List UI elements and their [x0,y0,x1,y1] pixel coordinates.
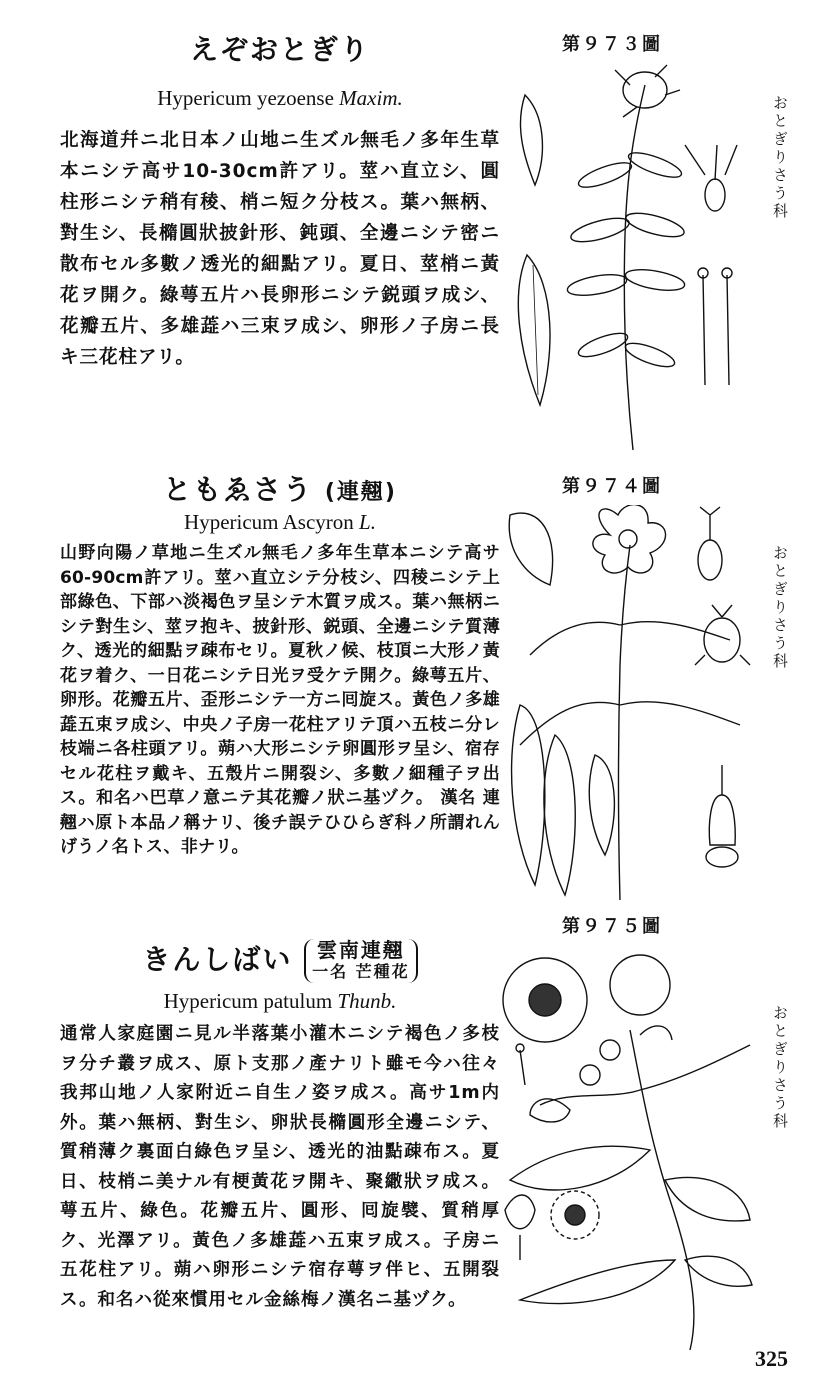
plant-illustration-974 [500,505,770,905]
figure-number: 第９７３圖 [562,34,662,55]
plant-illustration-975 [490,940,760,1360]
scientific-name: Hypericum yezoense Maxim. [157,86,403,110]
family-label: おとぎりさう科 [771,95,789,221]
family-label: おとぎりさう科 [771,1005,789,1131]
alternate-name-box: 雲南連翹 一名 芒種花 [304,939,418,983]
entry-title: ともゑさう (連翹) [163,473,397,506]
entry-description: 山野向陽ノ草地ニ生ズル無毛ノ多年生草本ニシテ高サ60-90cm許アリ。莖ハ直立シテ分枝シ、四稜ニシテ上部綠色、下部ハ淡褐色ヲ呈シテ木質ヲ成ス。葉ハ無柄ニシテ對生シ、莖ヲ抱キ、披針形、鋭頭、全邊ニシテ質薄ク、透光的細點ヲ疎布セリ。夏秋ノ候、枝頂ニ大形ノ黃花ヲ着ク、一日花ニシテ日光ヲ受ケテ開ク。綠萼五片、卵形。花瓣五片、歪形ニシテ一方ニ囘旋ス。黃色ノ多雄蕋五束ヲ成シ、中央ノ子房一花柱アリテ頂ハ五枝ニ分レ枝端ニ各柱頭アリ。蒴ハ大形ニシテ卵圓形ヲ呈シ、宿存セル花柱ヲ戴キ、五殼片ニ開裂シ、多數ノ細種子ヲ出ス。和名ハ巴草ノ意ニテ其花瓣ノ狀ニ基ヅク。 漢名 連翹ハ原ト本品ノ稱ナリ、後チ誤テひひらぎ科ノ所謂れんげうノ名トス、非ナリ。 [60,543,500,857]
figure-number: 第９７５圖 [562,916,662,937]
entry-description: 北海道幷ニ北日本ノ山地ニ生ズル無毛ノ多年生草本ニシテ高サ10-30cm許アリ。莖ハ直立シ、圓柱形ニシテ稍有稜、梢ニ短ク分枝ス。葉ハ無柄、對生シ、長橢圓狀披針形、鈍頭、全邊ニシテ密ニ散布セル多數ノ透光的細點アリ。夏日、莖梢ニ黃花ヲ開ク。綠萼五片ハ長卵形ニシテ鋭頭ヲ成シ、花瓣五片、多雄蕋ハ三束ヲ成シ、卵形ノ子房ニ長キ三花柱アリ。 [60,130,500,368]
plant-illustration-973 [505,55,755,455]
family-label: おとぎりさう科 [771,545,789,671]
entry-975 [60,938,500,1315]
entry-974 [60,468,500,860]
entry-title: えぞおとぎり [189,33,370,66]
scientific-name: Hypericum patulum Thunb. [163,989,397,1013]
entry-title: きんしばい 雲南連翹 一名 芒種花 [60,938,500,983]
entry-description: 通常人家庭園ニ見ル半落葉小灌木ニシテ褐色ノ多枝ヲ分チ叢ヲ成ス、原ト支那ノ產ナリト雖モ今ハ往々我邦山地ノ人家附近ニ自生ノ姿ヲ成ス。高サ1m内外。葉ハ無柄、對生シ、卵狀長橢圓形全邊ニシテ、質稍薄ク裏面白綠色ヲ呈シ、透光的油點疎布ス。夏日、枝梢ニ美ナル有梗黃花ヲ開キ、聚繖狀ヲ成ス。萼五片、綠色。花瓣五片、圓形、囘旋襞、質稍厚ク、光澤アリ。黃色ノ多雄蕋ハ五束ヲ成ス。子房ニ五花柱アリ。蒴ハ卵形ニシテ宿存萼ヲ伴ヒ、五開裂ス。和名ハ從來慣用セル金絲梅ノ漢名ニ基ヅク。 [60,1024,500,1310]
alternate-name: (連翹) [324,480,397,505]
page-number: 325 [755,1346,788,1371]
entry-973 [60,28,500,373]
scientific-name: Hypericum Ascyron L. [184,510,376,534]
figure-number: 第９７４圖 [562,476,662,497]
